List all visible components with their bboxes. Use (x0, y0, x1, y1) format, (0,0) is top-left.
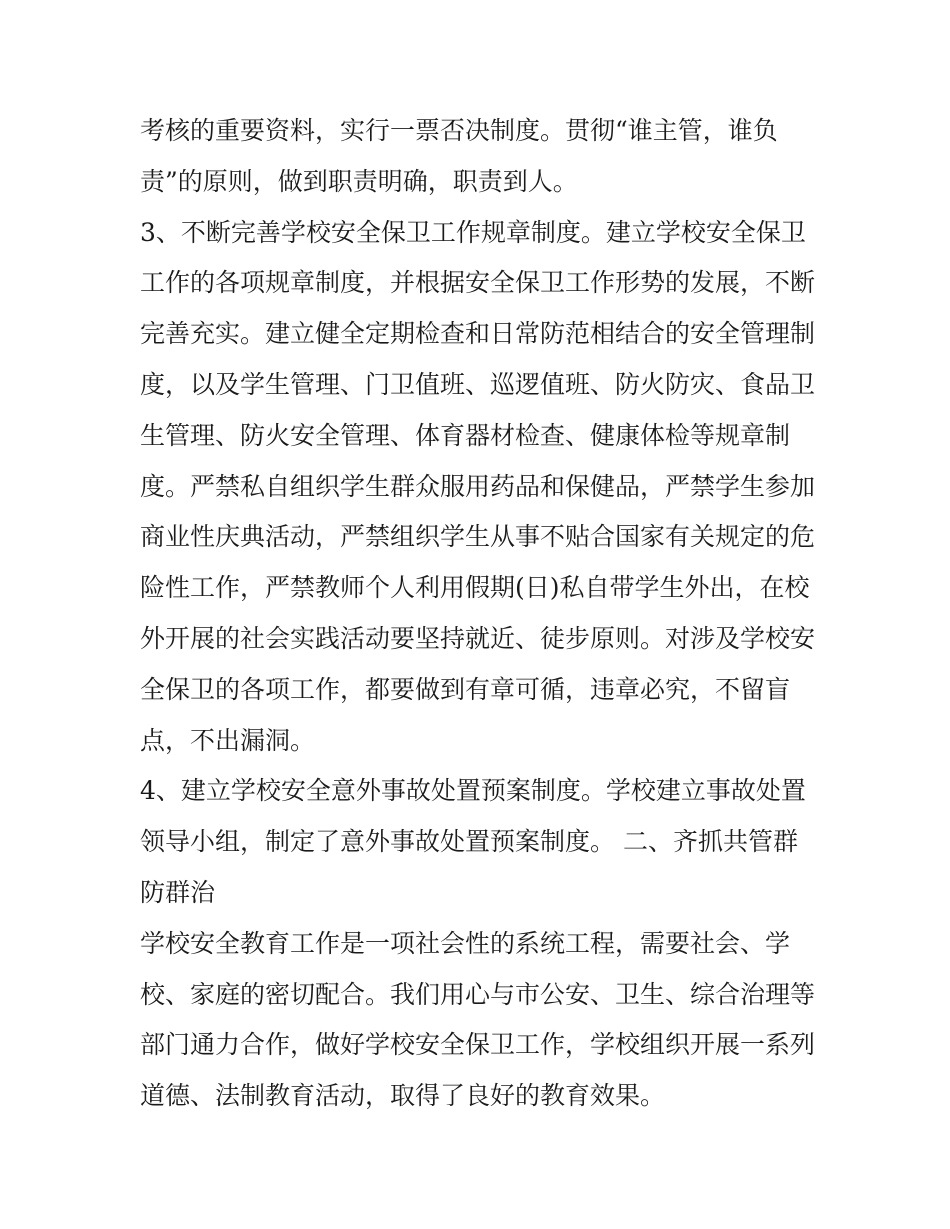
text-line: 度，以及学生管理、门卫值班、巡逻值班、防火防灾、食品卫 (140, 369, 816, 399)
text-line: 部门通力合作，做好学校安全保卫工作，学校组织开展一系列 (140, 1030, 816, 1060)
text-line: 完善充实。建立健全定期检查和日常防范相结合的安全管理制 (140, 319, 816, 349)
text-line: 外开展的社会实践活动要坚持就近、徒步原则。对涉及学校安 (140, 623, 816, 653)
text-line: 险性工作，严禁教师个人利用假期(日)私自带学生外出，在校 (140, 573, 810, 603)
text-line: 责”的原则，做到职责明确，职责到人。 (140, 166, 578, 196)
document-body (140, 106, 820, 1122)
text-line: 工作的各项规章制度，并根据安全保卫工作形势的发展，不断 (140, 268, 816, 298)
text-line: 商业性庆典活动，严禁组织学生从事不贴合国家有关规定的危 (140, 522, 816, 552)
text-line: 领导小组，制定了意外事故处置预案制度。 二、齐抓共管群 (140, 827, 798, 857)
text-line: 3、不断完善学校安全保卫工作规章制度。建立学校安全保卫 (140, 217, 806, 247)
text-line: 学校安全教育工作是一项社会性的系统工程，需要社会、学 (140, 928, 791, 958)
text-line: 全保卫的各项工作，都要做到有章可循，违章必究，不留盲 (140, 674, 791, 704)
text-line: 4、建立学校安全意外事故处置预案制度。学校建立事故处置 (140, 776, 806, 806)
text-line: 道德、法制教育活动，取得了良好的教育效果。 (140, 1081, 666, 1111)
text-line: 考核的重要资料，实行一票否决制度。贯彻“谁主管，谁负 (140, 116, 778, 145)
text-line: 防群治 (140, 877, 216, 907)
text-line: 校、家庭的密切配合。我们用心与市公安、卫生、综合治理等 (140, 979, 816, 1009)
text-line: 度。严禁私自组织学生群众服用药品和保健品，严禁学生参加 (140, 471, 816, 501)
text-line: 生管理、防火安全管理、体育器材检查、健康体检等规章制 (140, 420, 791, 450)
text-line: 点，不出漏洞。 (140, 725, 316, 755)
